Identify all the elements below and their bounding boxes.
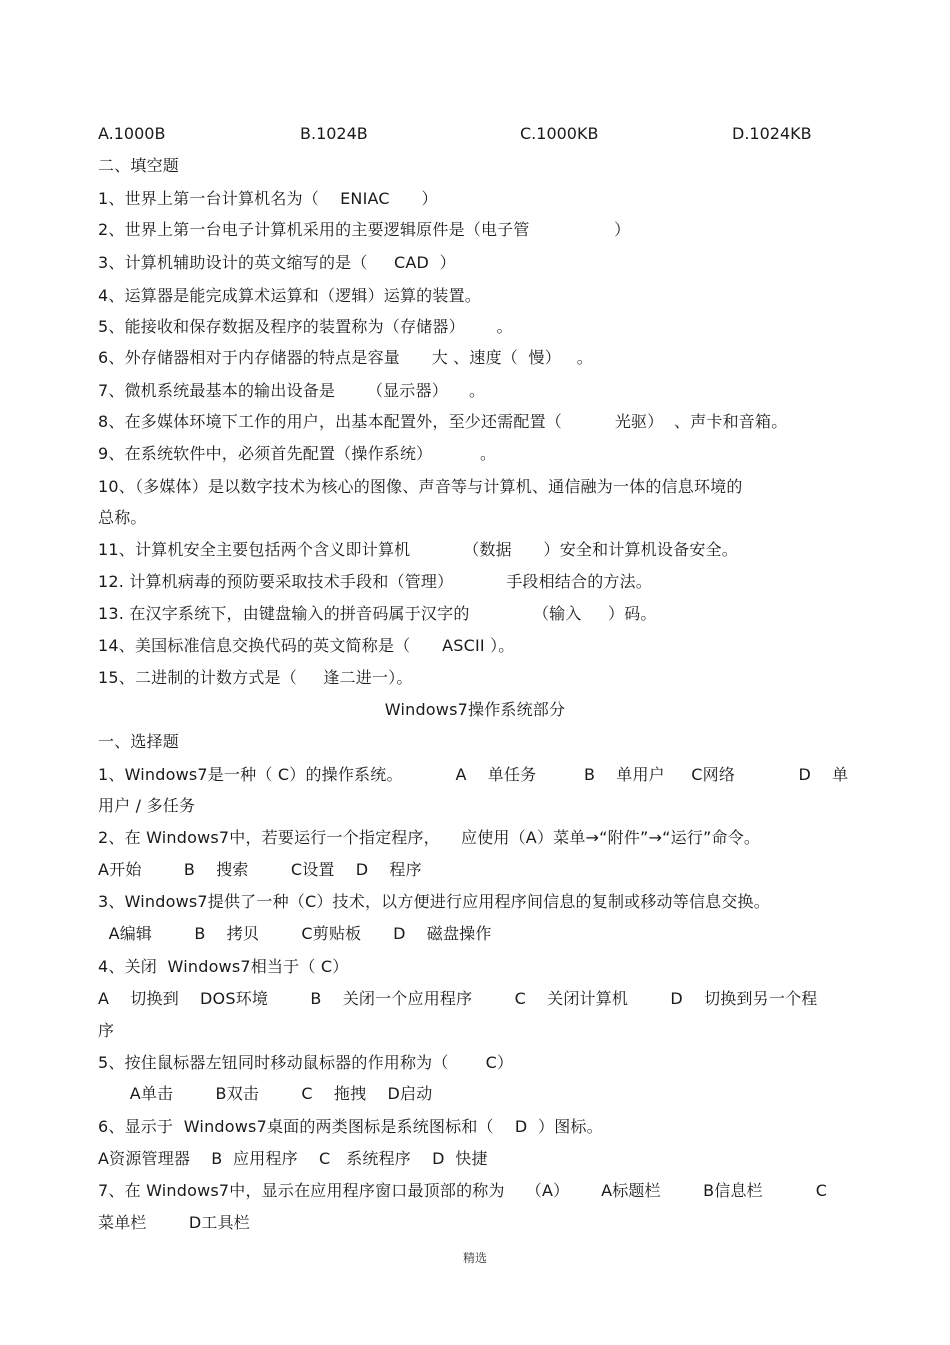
- question-line: 5、能接收和保存数据及程序的装置称为（存储器） 。: [98, 317, 513, 336]
- question-line: 4、运算器是能完成算术运算和（逻辑）运算的装置。: [98, 286, 481, 305]
- option-c: C.1000KB: [520, 124, 599, 143]
- question-line-continued: 总称。: [98, 508, 147, 527]
- section-heading-multiple-choice: 一、选择题: [98, 732, 180, 751]
- question-line: 1、世界上第一台计算机名为（ ENIAC ）: [98, 189, 438, 208]
- answer-options-line: A单击 B双击 C 拖拽 D启动: [98, 1084, 433, 1103]
- answer-options-line: A 切换到 DOS环境 B 关闭一个应用程序 C 关闭计算机 D 切换到另一个程: [98, 989, 818, 1008]
- answer-options-line: A编辑 B 拷贝 C剪贴板 D 磁盘操作: [98, 924, 492, 943]
- option-d: D.1024KB: [732, 124, 812, 143]
- question-line: 5、按住鼠标器左钮同时移动鼠标器的作用称为（ C）: [98, 1053, 514, 1072]
- question-line: 7、在 Windows7中，显示在应用程序窗口最顶部的称为 （A） A标题栏 B信息栏 C: [98, 1181, 828, 1200]
- question-line-continued: 序: [98, 1021, 115, 1040]
- question-line: 7、微机系统最基本的输出设备是 （显示器） 。: [98, 381, 486, 400]
- section-heading-fill-blank: 二、填空题: [98, 156, 180, 175]
- answer-options-line: A资源管理器 B 应用程序 C 系统程序 D 快捷: [98, 1149, 488, 1168]
- question-line: 9、在系统软件中，必须首先配置（操作系统） 。: [98, 444, 497, 463]
- question-line: 12. 计算机病毒的预防要采取技术手段和（管理） 手段相结合的方法。: [98, 572, 652, 591]
- option-b: B.1024B: [300, 124, 368, 143]
- question-line: 13. 在汉字系统下，由键盘输入的拼音码属于汉字的 （输入 ）码。: [98, 604, 657, 623]
- section-title-windows7: Windows7操作系统部分: [384, 700, 566, 719]
- question-line: 2、在 Windows7中，若要运行一个指定程序， 应使用（A）菜单→“附件”→“运行”命令。: [98, 828, 761, 847]
- footer-label: 精选: [462, 1251, 487, 1265]
- question-line: 8、在多媒体环境下工作的用户，出基本配置外，至少还需配置（ 光驱） 、声卡和音箱。: [98, 412, 788, 431]
- question-line: 11、计算机安全主要包括两个含义即计算机 （数据 ）安全和计算机设备安全。: [98, 540, 738, 559]
- question-line: 10、（多媒体）是以数字技术为核心的图像、声音等与计算机、通信融为一体的信息环境的: [98, 477, 743, 496]
- answer-options-line: A开始 B 搜索 C设置 D 程序: [98, 860, 422, 879]
- question-line: 15、二进制的计数方式是（ 逢二进一）。: [98, 668, 413, 687]
- question-line: 6、外存储器相对于内存储器的特点是容量 大 、速度（ 慢） 。: [98, 348, 594, 367]
- question-line: 6、显示于 Windows7桌面的两类图标是系统图标和（ D ）图标。: [98, 1117, 603, 1136]
- question-line: 14、美国标准信息交换代码的英文简称是（ ASCII ）。: [98, 636, 515, 655]
- question-line: 3、Windows7提供了一种（C）技术，以方便进行应用程序间信息的复制或移动等信息交换。: [98, 892, 770, 911]
- question-line: 3、计算机辅助设计的英文缩写的是（ CAD ）: [98, 253, 456, 272]
- question-line: 1、Windows7是一种（ C）的操作系统。 A 单任务 B 单用户 C网络 D 单: [98, 765, 849, 784]
- option-a: A.1000B: [98, 124, 166, 143]
- question-line: 4、关闭 Windows7相当于（ C）: [98, 957, 349, 976]
- question-line-continued: 菜单栏 D工具栏: [98, 1213, 251, 1232]
- question-line: 2、世界上第一台电子计算机采用的主要逻辑原件是（电子管 ）: [98, 220, 631, 239]
- question-line-continued: 用户 / 多任务: [98, 796, 196, 815]
